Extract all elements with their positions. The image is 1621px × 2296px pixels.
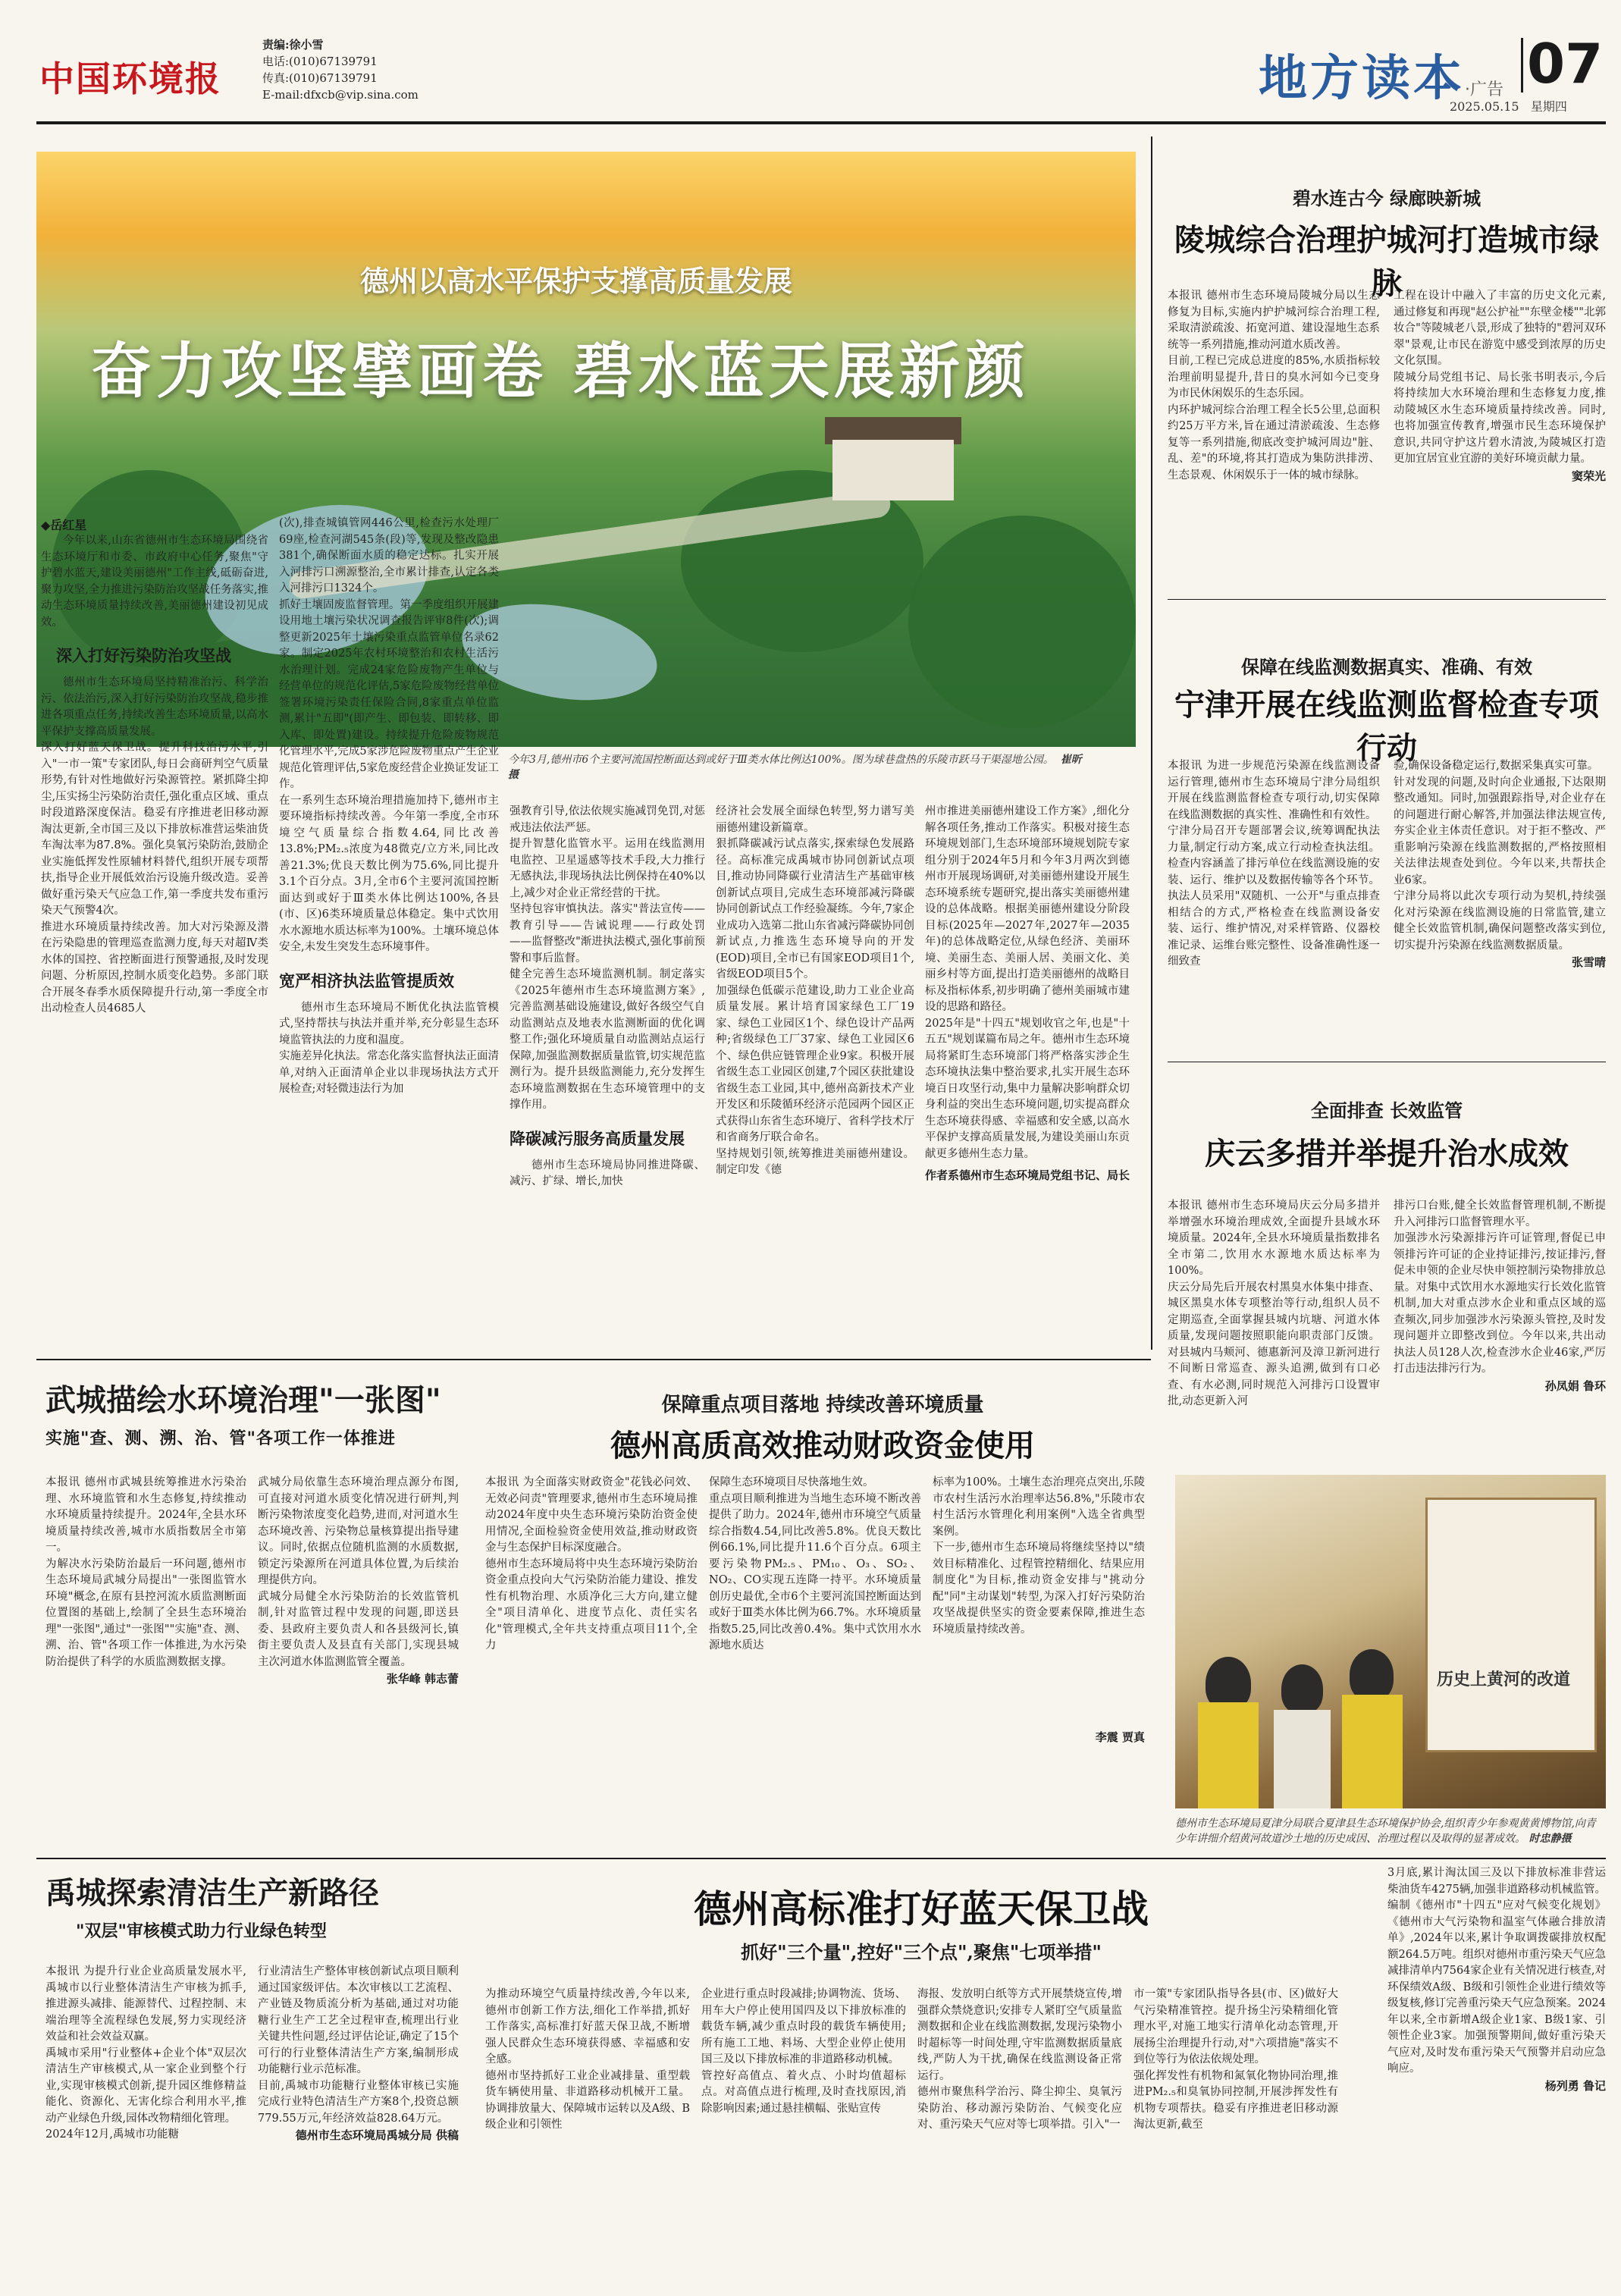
main-article-col-1: [41, 516, 268, 1018]
main-intro: 今年以来,山东省德州市生态环境局围绕省生态环境厅和市委、市政府中心任务,聚焦"守护碧水蓝天,建设美丽德州"工作主线,砥砺奋进,聚力攻坚,全力推进污染防治攻坚战任务落实,推动生态环境质量持续改善,美丽德州建设初见成效。: [41, 535, 268, 629]
finance-kicker: 保障重点项目落地 持续改善环境质量: [661, 1394, 984, 1416]
right-rule-1: [1168, 599, 1606, 600]
main-col3b-body: 德州市生态环境局协同推进降碳、减污、扩绿、增长,加快: [510, 1159, 705, 1187]
hero-headline: 奋力攻坚擘画卷 碧水蓝天展新颜: [91, 336, 1030, 406]
main-article-col-4: [716, 804, 914, 1179]
editor-email: E-mail:dfxcb@vip.sina.com: [262, 88, 419, 102]
main-col2-body: (次),排查城镇管网446公里,检查污水处理厂69座,检查河湖545条(段)等,发现及整改隐患381个,确保断面水质的稳定达标。扎实开展入河排污口溯源整治,全市累计排查,认定各类入河排污口1324个。 抓好土壤固废监督管理。第一季度组织开展建设用地土壤污染状况调查报告评审8件(次);调整更新2025年土壤污染重点监管单位名录62家。制定2025年农村环境整治和农村生活污水治理计划。完成24家危险废物产生单位与经营单位的规范化评估,5家危险废物经营单位签署环境污染责任保险合同,8家重点单位监测,累计"五即"(即产生、即包装、即转移、即入库、即处置)建设。持续提升危险废物规范化管理水平,完成5家涉危险废物重点产生企业规范化管理评估,5家危废经营企业换证发证工作。 在一系列生态环境治理措施加持下,德州市主要环境指标持续改善。今年第一季度,全市环境空气质量综合指数4.64,同比改善13.8%;PM₂.₅浓度为48微克/立方米,同比改善21.3%;优良天数比例为75.6%,同比提升3.1个百分点。3月,全市6个主要河流国控断面达到或好于Ⅲ类水体比例达100%,各县(市、区)6类环境质量总体稳定。集中式饮用水水源地水质达标率为100%。土壤环境总体安全,未发生突发生态环境事件。: [279, 517, 499, 953]
main-col2b-body: 德州市生态环境局不断优化执法监管模式,坚持帮扶与执法并重并举,充分彰显生态环境监管执法的力度和温度。 实施差异化执法。常态化落实监督执法正面清单,对纳入正面清单企业以非现场执法方式开展检查;对轻微违法行为加: [279, 1001, 499, 1095]
right1-col2: 工程在设计中融入了丰富的历史文化元素,通过修复和再现"赵公护祉""东壁金楼""北郭妆合"等陵城老八景,形成了独特的"碧河双环翠"景观,让市民在游览中感受到浓厚的历史文化氛围。 陵城分局党组书记、局长张书明表示,今后将持续加大水环境治理和生态修复力度,推动陵城区水生态环境质量持续改善。同时,也将加强宣传教育,增强市民生态环境保护意识,共同守护这片碧水清波,为陵城区打造更加宜居宜业宜游的美好环境贡献力量。: [1394, 290, 1606, 465]
right1-sig: 窦荣光: [1571, 469, 1606, 483]
right3-title: 庆云多措并举提升治水成效: [1205, 1136, 1569, 1172]
main-col1-body: 德州市生态环境局坚持精准治污、科学治污、依法治污,深入打好污染防治攻坚战,稳步推进各项重点任务,持续改善生态环境质量,以高水平保护支撑高质量发展。 深入打好蓝天保卫战。提升科技治污水平,引入"一市一策"专家团队,每日会商研判空气质量形势,有针对性地做好污染源管控。紧抓降尘抑尘,压实扬尘污染防治责任,强化重点区域、重点时段道路深度保洁。稳妥有序推进老旧移动源淘汰更新,全市国三及以下排放标准营运柴油货车淘汰率为87.8%。强化臭氧污染防治,鼓励企业实施低挥发性原辅材料替代,组织开展专项帮扶,指导企业开展低效治污设施升级改造。妥善做好重污染天气应急工作,第一季度共发布重污染天气预警4次。 推进水环境质量持续改善。加大对污染源及潜在污染隐患的管理巡查监测力度,每天对超Ⅳ类水体的国控、省控断面进行预警通报,及时发现问题、分析原因,控制水质变化趋势。多部门联合开展冬春季水质保障提升行动,第一季度全市出动检查人员4685人: [41, 676, 268, 1015]
bluesky-col4: 市一策"专家团队指导各县(市、区)做好大气污染精准管控。提升扬尘污染精细化管理水平,对施工地实行清单化动态管理,开展扬尘治理提升行动,对"六项措施"落实不到位等行为依法依规处理。 强化挥发性有机物和氮氧化物协同治理,推进PM₂.₅和臭氧协同控制,开展涉挥发性有机物专项帮扶。稳妥有序推进老旧移动源淘汰更新,截至: [1133, 1988, 1338, 2131]
right2-title: 宁津开展在线监测监督检查专项行动: [1174, 687, 1599, 766]
right3-col2: 排污口台账,健全长效监督管理机制,不断提升入河排污口监督管理水平。 加强涉水污染源排污许可证管理,督促已申领排污许可证的企业持证排污,按证排污,督促未申领的企业尽快申领控制污染物排放总量。对集中式饮用水水源地实行长效化监管机制,加大对重点涉水企业和重点区域的巡查频次,同步加强涉水污染源头管控,及时发现问题并立即整改到位。今年以来,共出动执法人员128人次,检查涉水企业46家,严厉打击违法排污行为。: [1394, 1200, 1606, 1375]
masthead-rule: [36, 121, 1606, 124]
yucheng-col2: 行业清洁生产整体审核创新试点项目顺利通过国家级评估。本次审核以工艺流程、产业链及物质流分析为基础,通过对功能糖行业生产工艺全过程审查,梳理出行业关键共性问题,经过评估论证,确定了15个可行的行业整体清洁生产方案,编制形成功能糖行业示范标准。 目前,禹城市功能糖行业整体审核已实施完成行业特色清洁生产方案8个,投资总额779.55万元,年经济效益828.64万元。: [258, 1965, 459, 2125]
right1-col2-wrap: [1394, 288, 1606, 484]
main-author: 作者系德州市生态环境局党组书记、局长: [925, 1168, 1130, 1182]
bluesky-col3: 海报、发放明白纸等方式开展禁烧宣传,增强群众禁烧意识;安排专人紧盯空气质量监测数据和企业在线监测数据,发现污染物小时超标等一时间处理,守牢监测数据质量底线,严防人为干扰,确保在线监测设备正常运行。 德州市聚焦科学治污、降尘抑尘、臭氧污染防治、移动源污染防治、气候变化应对、重污染天气应对等七项举措。引入"一: [917, 1988, 1122, 2131]
finance-col3: 标率为100%。土壤生态治理亮点突出,乐陵市农村生活污水治理率达56.8%,"乐陵市农村生活污水管理化利用案例"入选全省典型案例。 下一步,德州市生态环境局将继续坚持以"绩效目标精准化、过程管控精细化、结果应用制度化"为目标,推动资金安排与"挑动分配"同"主动谋划"转型,为深入打好污染防治攻坚战提供坚实的资金要素保障,推进生态环境质量持续改善。: [933, 1476, 1145, 1636]
section-tag: ·广告: [1465, 80, 1503, 99]
right2-col1: 本报讯 为进一步规范污染源在线监测设备运行管理,德州市生态环境局宁津分局组织开展在线监测监督检查专项行动,切实保障在线监测数据的真实性、准确性和有效性。 宁津分局召开专题部署会议,统筹调配执法力量,制定行动方案,成立行动检查执法组。检查内容涵盖了排污单位在线监测设施的安装、运行、维护以及数据传输等各个环节。执法人员采用"双随机、一公开"与重点排查相结合的方式,严格检查在线监测设备安装、运行、维护情况,对采样管路、仪器校准记录、运维台账完整性、设备准确性逐一细致查: [1168, 760, 1380, 968]
right2-col2: 验,确保设备稳定运行,数据采集真实可靠。 针对发现的问题,及时向企业通报,下达限期整改通知。同时,加强跟踪指导,对企业存在的问题进行耐心解答,并加强法律法规宣传,夯实企业主体责任意识。对于拒不整改、严重影响污染源在线监测数据的,严格按照相关法律法规查处到位。今年以来,共帮扶企业6家。 宁津分局将以此次专项行动为契机,持续强化对污染源在线监测设施的日常监管,建立健全长效监管机制,确保问题整改落实到位,切实提升污染源在线监测数据质量。: [1394, 760, 1606, 952]
right1-col1: 本报讯 德州市生态环境局陵城分局以生态修复为目标,实施内护护城河综合治理工程,采取清淤疏浚、拓宽河道、建设湿地生态系统等一系列措施,推动河道水质改善。 目前,工程已完成总进度的85%,水质指标较治理前明显提升,昔日的臭水河如今已变身为市民休闲娱乐的生态乐园。 内环护城河综合治理工程全长5公里,总面积约25万平方米,旨在通过清淤疏浚、生态修复等一系列措施,彻底改变护城河周边"脏、乱、差"的环境,将其打造成为集防洪排涝、生态景观、休闲娱乐于一体的城市绿脉。: [1168, 290, 1380, 481]
finance-col2: 保障生态环境项目尽快落地生效。 重点项目顺利推进为当地生态环境不断改善提供了助力。2024年,德州市环境空气质量综合指数4.54,同比改善5.8%。优良天数比例66.1%,同比提升11.6个百分点。6项主要污染物PM₂.₅、PM₁₀、O₃、SO₂、NO₂、CO实现五连降一持平。水环境质量创历史最优,全市6个主要河流国控断面达到或好于Ⅲ类水体比例为66.7%。水环境质量指数5.25,同比改善0.4%。集中式饮用水水源地水质达: [709, 1476, 921, 1651]
editor-info: [262, 36, 419, 103]
main-byline: ◆岳红星: [41, 518, 87, 532]
right2-col2-wrap: [1394, 758, 1606, 970]
main-subhead-2: 宽严相济执法监管提质效: [279, 971, 454, 990]
hero-photographer: 崔昕摄: [508, 754, 1082, 781]
board-text: 历史上黄河的改道: [1437, 1670, 1571, 1689]
main-article-col-5: [925, 804, 1130, 1183]
yucheng-col2-wrap: [258, 1964, 459, 2143]
yucheng-col1: 本报讯 为提升行业企业高质量发展水平,禹城市以行业整体清洁生产审核为抓手,推进源头减排、能源替代、过程控制、末端治理等全流程绿色发展,努力实现经济效益和社会效益双赢。 禹城市采用"行业整体+企业个体"双层次清洁生产审核模式,从一家企业到整个行业,实现审核模式创新,提升园区维修精益能化、资源化、无害化综合利用水平,推动产业绿色升级,园体改物精细化管理。 2024年12月,禹城市功能糖: [45, 1965, 246, 2141]
wucheng-subtitle: 实施"查、测、溯、治、管"各项工作一体推进: [45, 1429, 396, 1448]
bluesky-col5-wrap: [1387, 1865, 1606, 2094]
right1-title: 陵城综合治理护城河打造城市绿脉: [1174, 222, 1599, 301]
right3-kicker: 全面排查 长效监管: [1310, 1099, 1463, 1121]
editor-name: 责编:徐小雪: [262, 38, 324, 52]
right3-col2-wrap: [1394, 1198, 1606, 1394]
yucheng-subtitle: "双层"审核模式助力行业绿色转型: [76, 1921, 327, 1941]
hero-subtitle: 德州以高水平保护支撑高质量发展: [360, 265, 793, 298]
bluesky-sig: 杨列勇 鲁记: [1544, 2078, 1606, 2093]
right3-sig: 孙凤娟 鲁环: [1544, 1379, 1606, 1393]
finance-sig: 李震 贾真: [1095, 1730, 1145, 1744]
editor-fax: 传真:(010)67139791: [262, 71, 378, 85]
bluesky-col5: 3月底,累计淘汰国三及以下排放标准非营运柴油货车4275辆,加强非道路移动机械监管。 编制《德州市"十四五"应对气候变化规划》《德州市大气污染物和温室气体融合排放清单》,2024年以来,累计争取调拨碳排放权配额264.5万吨。组织对德州市重污染天气应急减排清单内7564家企业有关情况进行核查,对环保绩效A级、B级和引领性企业进行绩效等级复核,修订完善重污染天气应急预案。2024年以来,全市新增A级企业1家、B级1家、引领性企业3家。加强预警期间,做好重污染天气应对,及时发布重污染天气预警并启动应急响应。: [1387, 1867, 1607, 2075]
education-caption: 德州市生态环境局夏津分局联合夏津县生态环境保护协会,组织青少年参观黄黄博物馆,向青少年讲细介绍黄河故道沙土地的历史成因、治理过程以及取得的显著成效。 时忠静摄: [1175, 1818, 1596, 1845]
main-article-col-3: [510, 804, 705, 1190]
main-article-col-2: [279, 516, 499, 1098]
bluesky-title: 德州高标准打好蓝天保卫战: [694, 1887, 1149, 1931]
editor-phone: 电话:(010)67139791: [262, 55, 378, 68]
main-col3-body: 强教育引导,依法依规实施减罚免罚,对惩戒违法依法严惩。 提升智慧化监管水平。运用在线监测用电监控、卫星遥感等技术手段,大力推行无感执法,非现场执法比例保持在40%以上,减少对企业正常经营的干扰。 坚持包容审慎执法。落实"普法宣传——教育引导——告诫说理——行政处罚——监督整改"渐进执法模式,强化事前预警和事后监督。 健全完善生态环境监测机制。制定落实《2025年德州市生态环境监测方案》,完善监测基础设施建设,做好各级空气自动监测站点及地表水监测断面的优化调整工作;强化环境质量自动监测站点运行保障,加强监测数据质量监管,切实规范监测行为。提升县级监测能力,充分发挥生态环境监测数据在生态环境管理中的支撑作用。: [510, 805, 705, 1111]
yucheng-sig: 德州市生态环境局禹城分局 供稿: [295, 2128, 459, 2142]
wucheng-col1: 本报讯 德州市武城县统筹推进水污染治理、水环境监管和水生态修复,持续推动水环境质量持续提升。2024年,全县水环境质量持续改善,城市水质指数居全市第一。 为解决水污染防治最后一环问题,德州市生态环境局武城分局提出"一张图监管水环境"概念,在原有县控河流水质监测断面位置图的基础上,绘制了全县生态环境治理"一张图",通过"一张图""实施"查、测、溯、治、管"各项工作一体推进,为水污染防治提供了科学的水质监测数据支撑。: [45, 1476, 246, 1668]
issue-date: 2025.05.15 星期四: [1450, 99, 1567, 114]
right3-col1: 本报讯 德州市生态环境局庆云分局多措并举增强水环境治理成效,全面提升县域水环境质量。2024年,全县水环境质量指数排名全市第二,饮用水水源地水质达标率为100%。 庆云分局先后开展农村黑臭水体集中排查、城区黑臭水体专项整治等行动,组织人员不定期巡查,全面掌握县城内坑塘、河道水体质量,发现问题按照职能向职责部门反馈。对县城内马颊河、德惠新河及漳卫新河进行不间断日常巡查、源头追溯,做到有口必查、有水必测,同时规范入河排污口设置审批,动态更新入河: [1168, 1200, 1380, 1407]
education-photo: [1175, 1475, 1606, 1808]
wucheng-col2-wrap: [258, 1475, 459, 1686]
main-col5-body: 州市推进美丽德州建设工作方案》,细化分解各项任务,推动工作落实。积极对接生态环境规划部门,生态环境部环境规划院专家组分别于2024年5月和今年3月两次到德州市开展现场调研,对美丽德州建设开展生态环境系统专题研究,提出落实美丽德州建设的总体战略。根据美丽德州建设分阶段目标(2025年—2027年,2027年—2035年)的总体战略定位,从绿色经济、美丽环境、美丽生态、美丽人居、美丽文化、美丽乡村等方面,提出打造美丽德州的战略目标及指标体系,初步明确了德州美丽城市建设的思路和路径。 2025年是"十四五"规划收官之年,也是"十五五"规划谋篇布局之年。德州市生态环境局将紧盯生态环境部门将严格落实涉企生态环境执法集中整治要求,扎实开展生态环境百日攻坚行动,集中力量解决影响群众切身利益的突出生态环境问题,切实提高群众生态环境获得感、幸福感和安全感,以高水平保护支撑高质量发展,为建设美丽山东贡献更多德州生态力量。: [925, 805, 1130, 1160]
finance-col1: 本报讯 为全面落实财政资金"花钱必问效、无效必问责"管理要求,德州市生态环境局推动2024年度中央生态环境污染防治资金使用情况,全面检验资金使用效益,推动财政资金与生态保护目标深度融合。 德州市生态环境局将中央生态环境污染防治资金重点投向大气污染防治能力建设、推发性有机物治理、水质净化三大方向,建立健全"项目清单化、进度节点化、责任实名化"管理模式,全年共支持重点项目11个,全力: [485, 1476, 698, 1651]
right2-sig: 张雪晴: [1571, 955, 1606, 969]
main-subhead-3: 降碳减污服务高质量发展: [510, 1128, 685, 1148]
bluesky-col2: 企业进行重点时段减排;协调物流、货场、用车大户停止使用国四及以下排放标准的载货车辆,减少重点时段的载货车辆使用;所有施工工地、料场、大型企业停止使用国三及以下排放标准的非道路移动机械。 管控好高值点、着火点、小时均值超标点。对高值点进行梳理,及时查找原因,消除影响因素;通过悬挂横幅、张贴宣传: [701, 1988, 906, 2115]
bluesky-col1: 为推动环境空气质量持续改善,今年以来,德州市创新工作方法,细化工作举措,抓好工作落实,高标准打好蓝天保卫战,不断增强人民群众生态环境获得感、幸福感和安全感。 德州市坚持抓好工业企业减排量、重型载货车辆使用量、非道路移动机械开工量。协调排放量大、保障城市运转以及A级、B级企业和引领性: [485, 1988, 690, 2131]
finance-title: 德州高质高效推动财政资金使用: [610, 1428, 1035, 1463]
page-number: 07: [1527, 32, 1604, 96]
mid-rule: [36, 1359, 1151, 1360]
education-photographer: 时忠静摄: [1529, 1833, 1572, 1845]
right2-kicker: 保障在线监测数据真实、准确、有效: [1241, 656, 1532, 678]
lower-rule: [36, 1858, 1606, 1859]
main-col4-body: 经济社会发展全面绿色转型,努力谱写美丽德州建设新篇章。 狠抓降碳减污试点落实,探索绿色发展路径。高标准完成禹城市协同创新试点项目,推动协同降碳行业清洁生产基础审核创新试点项目,完成生态环境部减污降碳协同创新试点工作经验凝练。今年,7家企业成功入选第二批山东省减污降碳协同创新试点,力推选生态环境导向的开发(EOD)项目,全市已有国家EOD项目1个,省级EOD项目5个。 加强绿色低碳示范建设,助力工业企业高质量发展。累计培育国家绿色工厂19家、绿色工业园区1个、绿色设计产品两种;省级绿色工厂37家、绿色工业园区6个、绿色供应链管理企业9家。积极开展省级生态工业园区创建,7个园区获批建设省级生态工业园,其中,德州高新技术产业开发区和乐陵循环经济示范园两个园区正式获得山东省生态环境厅、省科学技术厅和省商务厅联合命名。 坚持规划引领,统筹推进美丽德州建设。制定印发《德: [716, 805, 914, 1176]
bluesky-subtitle: 抓好"三个量",控好"三个点",聚焦"七项举措": [741, 1941, 1102, 1963]
finance-col3-wrap: [933, 1475, 1145, 1745]
page-number-divider: [1521, 38, 1523, 93]
newspaper-logo: 中国环境报: [39, 58, 221, 99]
hero-caption: 今年3月,德州市6个主要河流国控断面达到或好于Ⅲ类水体比例达100%。图为球巷盘热的乐陵市跃马干渠湿地公园。 崔昕摄: [508, 754, 1082, 781]
wucheng-col2: 武城分局依靠生态环境治理点源分布图,可直接对河道水质变化情况进行研判,判断污染物浓度变化趋势,进而,对河道水生态环境改善、污染物总量核算提出指导建议。同时,依据点位随机监测的水质数据,锁定污染源所在河道具体位置,为后续治理提供方向。 武城分局健全水污染防治的长效监管机制,针对监管过程中发现的问题,即送县委、县政府主要负责人和各县级河长,镇街主要负责人及县直有关部门,实现县城主次河道水体监测监管全覆盖。: [258, 1476, 459, 1668]
yucheng-title: 禹城探索清洁生产新路径: [45, 1875, 379, 1911]
wucheng-sig: 张华峰 韩志蕾: [386, 1672, 459, 1686]
section-title: 地方读本·广告: [1259, 51, 1503, 107]
right1-kicker: 碧水连古今 绿廊映新城: [1292, 187, 1481, 209]
column-divider: [1151, 136, 1152, 1350]
wucheng-title: 武城描绘水环境治理"一张图": [45, 1382, 441, 1418]
main-subhead-1: 深入打好污染防治攻坚战: [56, 646, 231, 665]
